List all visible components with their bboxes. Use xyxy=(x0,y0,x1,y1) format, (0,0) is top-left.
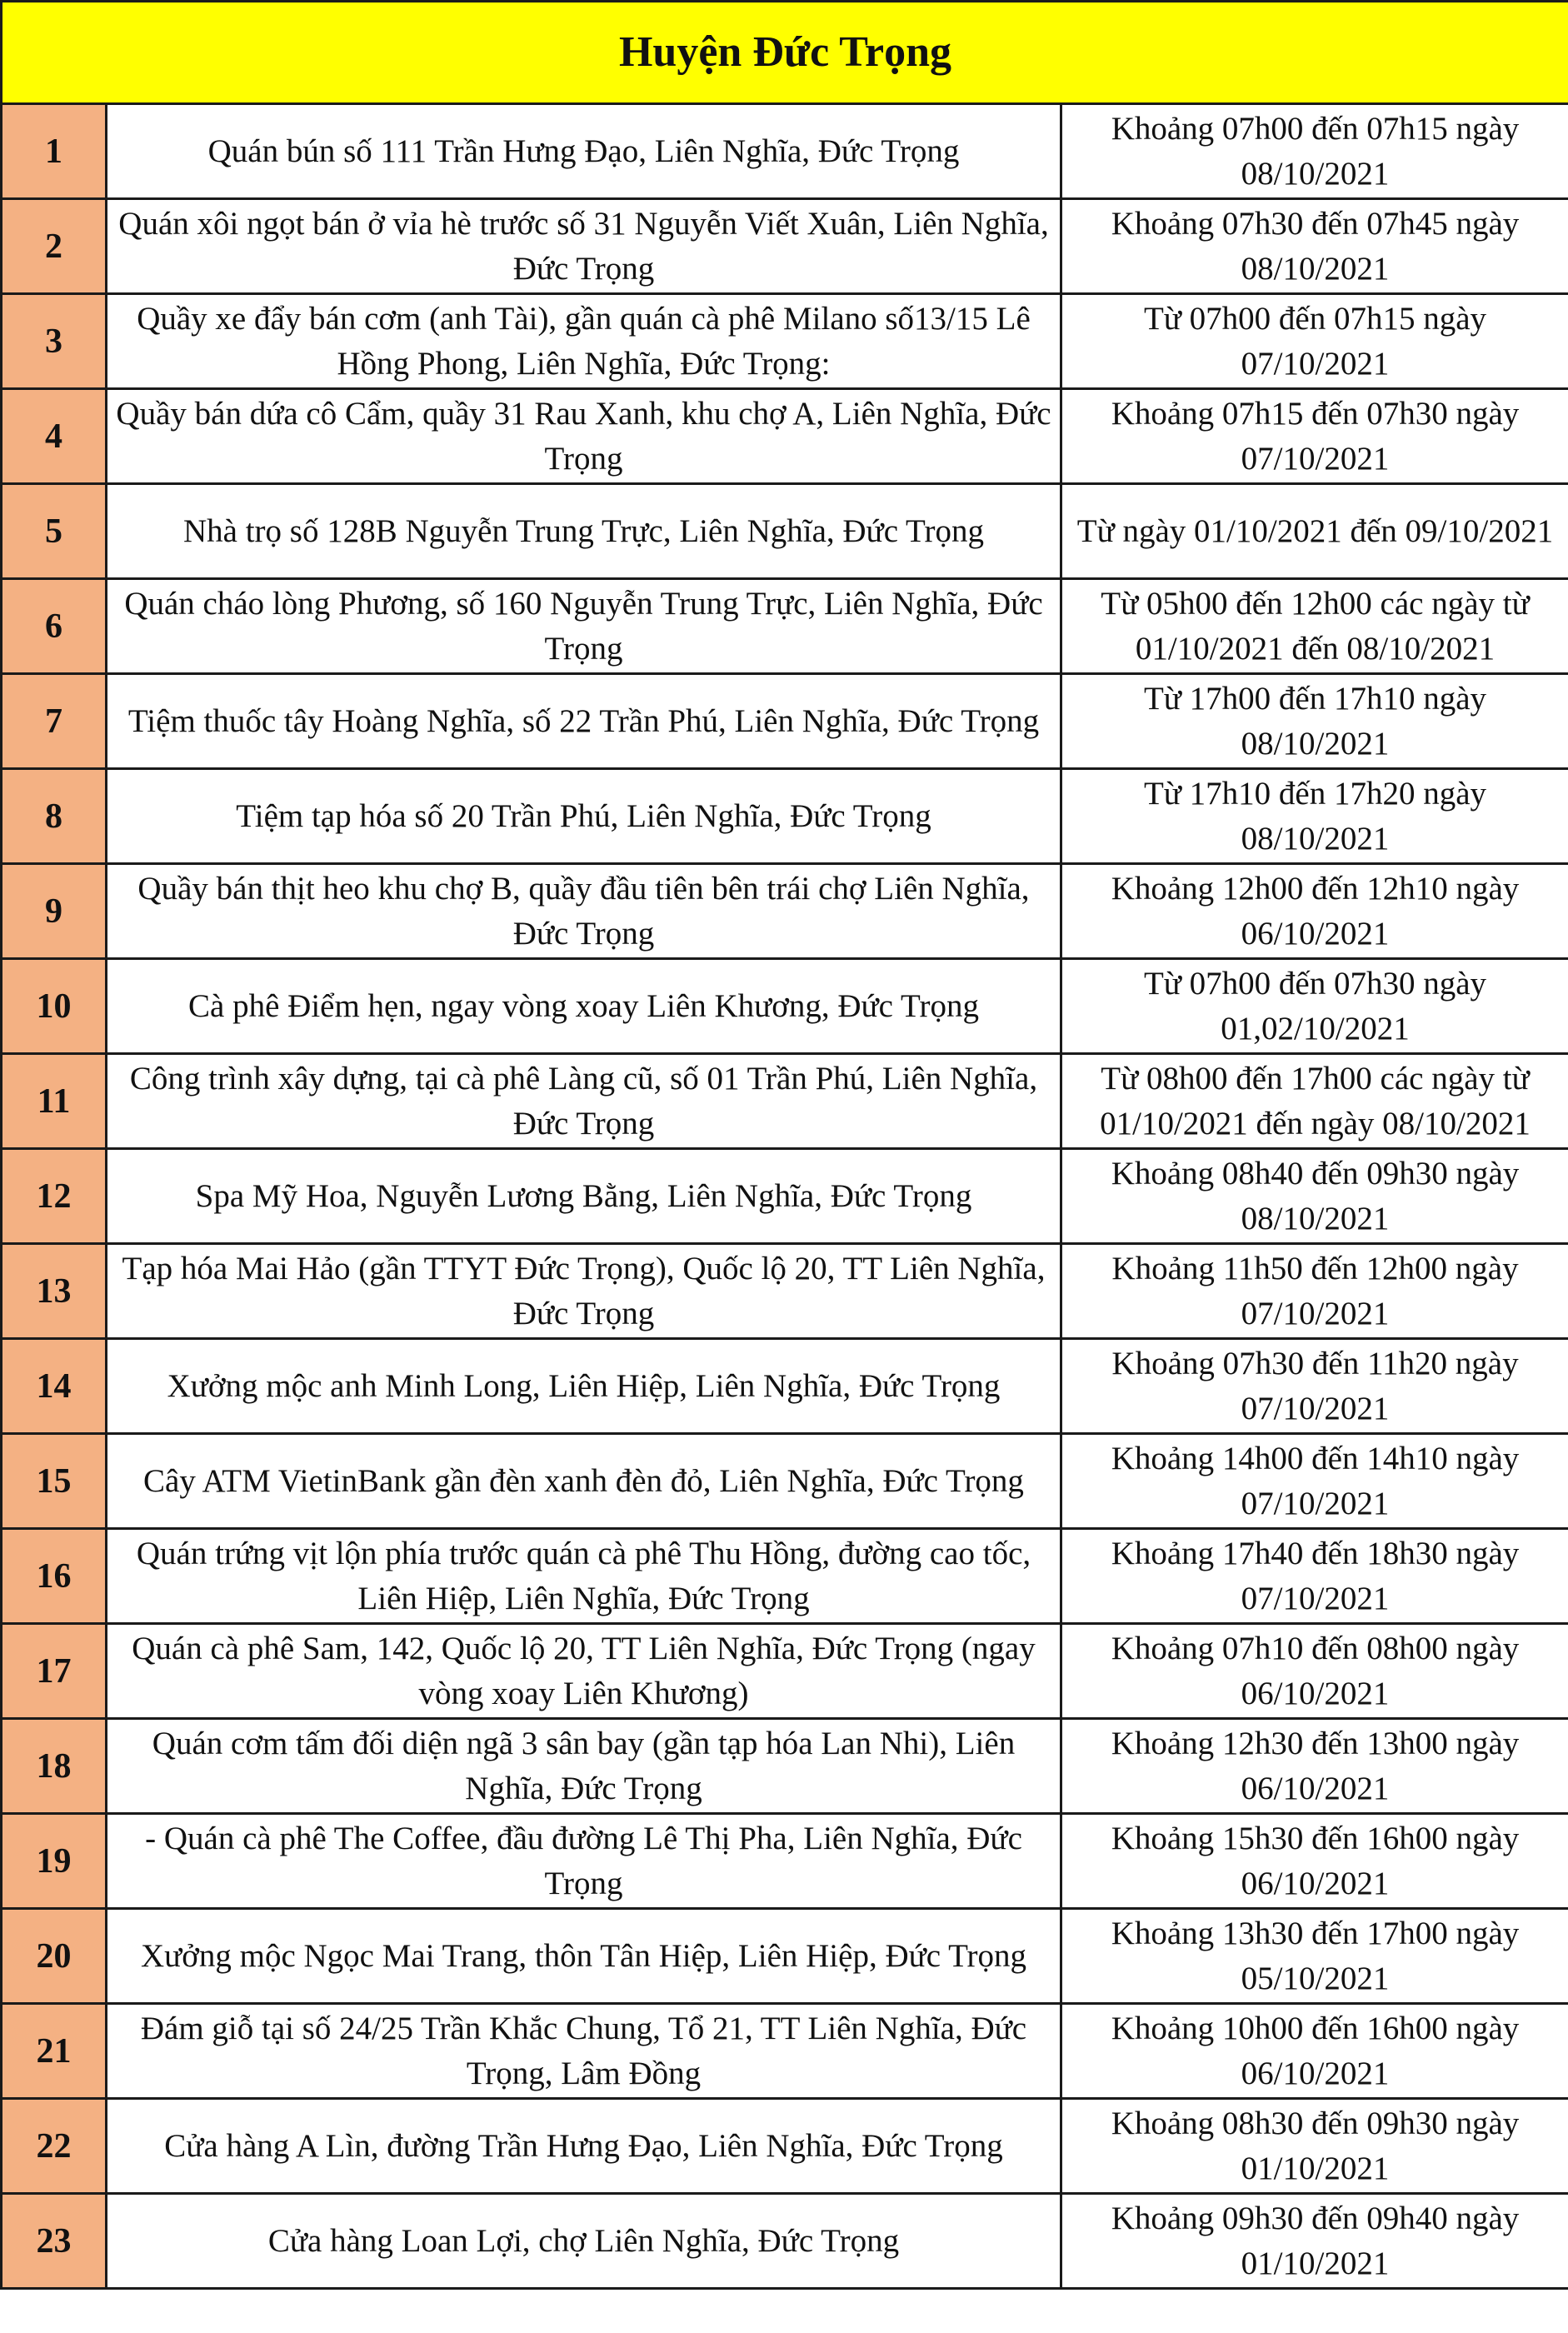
table-row xyxy=(2,1814,1568,1909)
district-title: Huyện Đức Trọng xyxy=(2,2,1568,104)
table-row xyxy=(2,1149,1568,1244)
table-row xyxy=(2,2004,1568,2099)
row-number: 17 xyxy=(2,1624,107,1719)
location-address: Quán xôi ngọt bán ở vỉa hè trước số 31 Nguyễn Viết Xuân, Liên Nghĩa, Đức Trọng xyxy=(107,199,1061,294)
table-row xyxy=(2,2194,1568,2289)
table-row xyxy=(2,1529,1568,1624)
row-number: 8 xyxy=(2,769,107,864)
row-number: 15 xyxy=(2,1434,107,1529)
visit-time: Khoảng 08h40 đến 09h30 ngày 08/10/2021 xyxy=(1061,1149,1568,1244)
location-address: Quán trứng vịt lộn phía trước quán cà phê Thu Hồng, đường cao tốc, Liên Hiệp, Liên Nghĩa, Đức Trọng xyxy=(107,1529,1061,1624)
row-number: 18 xyxy=(2,1719,107,1814)
visit-time: Khoảng 17h40 đến 18h30 ngày 07/10/2021 xyxy=(1061,1529,1568,1624)
visit-time: Từ 07h00 đến 07h30 ngày 01,02/10/2021 xyxy=(1061,959,1568,1054)
visit-time: Từ 08h00 đến 17h00 các ngày từ 01/10/2021 đến ngày 08/10/2021 xyxy=(1061,1054,1568,1149)
visit-time: Khoảng 07h10 đến 08h00 ngày 06/10/2021 xyxy=(1061,1624,1568,1719)
table-row xyxy=(2,864,1568,959)
location-address: Quầy bán thịt heo khu chợ B, quầy đầu tiên bên trái chợ Liên Nghĩa, Đức Trọng xyxy=(107,864,1061,959)
table-row xyxy=(2,1339,1568,1434)
location-address: Đám giỗ tại số 24/25 Trần Khắc Chung, Tổ 21, TT Liên Nghĩa, Đức Trọng, Lâm Đồng xyxy=(107,2004,1061,2099)
table-row xyxy=(2,1624,1568,1719)
visit-time: Từ 17h10 đến 17h20 ngày 08/10/2021 xyxy=(1061,769,1568,864)
location-address: Tiệm tạp hóa số 20 Trần Phú, Liên Nghĩa, Đức Trọng xyxy=(107,769,1061,864)
visit-time: Khoảng 14h00 đến 14h10 ngày 07/10/2021 xyxy=(1061,1434,1568,1529)
visit-time: Khoảng 15h30 đến 16h00 ngày 06/10/2021 xyxy=(1061,1814,1568,1909)
visit-time: Khoảng 09h30 đến 09h40 ngày 01/10/2021 xyxy=(1061,2194,1568,2289)
table-body xyxy=(2,2,1568,2289)
visit-time: Khoảng 07h00 đến 07h15 ngày 08/10/2021 xyxy=(1061,104,1568,199)
visit-time: Khoảng 12h00 đến 12h10 ngày 06/10/2021 xyxy=(1061,864,1568,959)
row-number: 9 xyxy=(2,864,107,959)
location-address: - Quán cà phê The Coffee, đầu đường Lê Thị Pha, Liên Nghĩa, Đức Trọng xyxy=(107,1814,1061,1909)
location-address: Quán bún số 111 Trần Hưng Đạo, Liên Nghĩa, Đức Trọng xyxy=(107,104,1061,199)
location-address: Quán cơm tấm đối diện ngã 3 sân bay (gần tạp hóa Lan Nhi), Liên Nghĩa, Đức Trọng xyxy=(107,1719,1061,1814)
visit-time: Khoảng 10h00 đến 16h00 ngày 06/10/2021 xyxy=(1061,2004,1568,2099)
location-address: Quầy bán dứa cô Cẩm, quầy 31 Rau Xanh, khu chợ A, Liên Nghĩa, Đức Trọng xyxy=(107,389,1061,484)
row-number: 16 xyxy=(2,1529,107,1624)
location-address: Cửa hàng A Lìn, đường Trần Hưng Đạo, Liên Nghĩa, Đức Trọng xyxy=(107,2099,1061,2194)
row-number: 3 xyxy=(2,294,107,389)
row-number: 10 xyxy=(2,959,107,1054)
visit-time: Khoảng 07h30 đến 11h20 ngày 07/10/2021 xyxy=(1061,1339,1568,1434)
row-number: 6 xyxy=(2,579,107,674)
row-number: 22 xyxy=(2,2099,107,2194)
location-address: Tạp hóa Mai Hảo (gần TTYT Đức Trọng), Quốc lộ 20, TT Liên Nghĩa, Đức Trọng xyxy=(107,1244,1061,1339)
location-address: Quán cháo lòng Phương, số 160 Nguyễn Trung Trực, Liên Nghĩa, Đức Trọng xyxy=(107,579,1061,674)
table-row xyxy=(2,1719,1568,1814)
row-number: 23 xyxy=(2,2194,107,2289)
table-row xyxy=(2,1434,1568,1529)
location-address: Spa Mỹ Hoa, Nguyễn Lương Bằng, Liên Nghĩa, Đức Trọng xyxy=(107,1149,1061,1244)
location-address: Cà phê Điểm hẹn, ngay vòng xoay Liên Khương, Đức Trọng xyxy=(107,959,1061,1054)
visit-time: Khoảng 07h30 đến 07h45 ngày 08/10/2021 xyxy=(1061,199,1568,294)
row-number: 2 xyxy=(2,199,107,294)
location-address: Nhà trọ số 128B Nguyễn Trung Trực, Liên Nghĩa, Đức Trọng xyxy=(107,484,1061,579)
row-number: 7 xyxy=(2,674,107,769)
row-number: 13 xyxy=(2,1244,107,1339)
row-number: 4 xyxy=(2,389,107,484)
row-number: 21 xyxy=(2,2004,107,2099)
table-row xyxy=(2,579,1568,674)
location-address: Quán cà phê Sam, 142, Quốc lộ 20, TT Liên Nghĩa, Đức Trọng (ngay vòng xoay Liên Khương) xyxy=(107,1624,1061,1719)
table-row xyxy=(2,199,1568,294)
title-row xyxy=(2,2,1568,104)
row-number: 1 xyxy=(2,104,107,199)
table-row xyxy=(2,959,1568,1054)
table-row xyxy=(2,1909,1568,2004)
location-address: Quầy xe đẩy bán cơm (anh Tài), gần quán cà phê Milano số13/15 Lê Hồng Phong, Liên Nghĩa, Đức Trọng: xyxy=(107,294,1061,389)
location-address: Xưởng mộc Ngọc Mai Trang, thôn Tân Hiệp, Liên Hiệp, Đức Trọng xyxy=(107,1909,1061,2004)
visit-time: Từ 17h00 đến 17h10 ngày 08/10/2021 xyxy=(1061,674,1568,769)
table-row xyxy=(2,104,1568,199)
visit-time: Khoảng 11h50 đến 12h00 ngày 07/10/2021 xyxy=(1061,1244,1568,1339)
location-address: Cửa hàng Loan Lợi, chợ Liên Nghĩa, Đức Trọng xyxy=(107,2194,1061,2289)
row-number: 5 xyxy=(2,484,107,579)
visit-time: Khoảng 08h30 đến 09h30 ngày 01/10/2021 xyxy=(1061,2099,1568,2194)
visit-time: Khoảng 12h30 đến 13h00 ngày 06/10/2021 xyxy=(1061,1719,1568,1814)
visit-time: Từ 05h00 đến 12h00 các ngày từ 01/10/2021 đến 08/10/2021 xyxy=(1061,579,1568,674)
row-number: 20 xyxy=(2,1909,107,2004)
visit-time: Khoảng 13h30 đến 17h00 ngày 05/10/2021 xyxy=(1061,1909,1568,2004)
table-row xyxy=(2,769,1568,864)
row-number: 19 xyxy=(2,1814,107,1909)
location-address: Công trình xây dựng, tại cà phê Làng cũ, số 01 Trần Phú, Liên Nghĩa, Đức Trọng xyxy=(107,1054,1061,1149)
table-row xyxy=(2,674,1568,769)
table-row xyxy=(2,389,1568,484)
table-row xyxy=(2,1244,1568,1339)
location-address: Xưởng mộc anh Minh Long, Liên Hiệp, Liên Nghĩa, Đức Trọng xyxy=(107,1339,1061,1434)
location-address: Tiệm thuốc tây Hoàng Nghĩa, số 22 Trần Phú, Liên Nghĩa, Đức Trọng xyxy=(107,674,1061,769)
visit-time: Từ 07h00 đến 07h15 ngày 07/10/2021 xyxy=(1061,294,1568,389)
location-address: Cây ATM VietinBank gần đèn xanh đèn đỏ, Liên Nghĩa, Đức Trọng xyxy=(107,1434,1061,1529)
table-row xyxy=(2,2099,1568,2194)
table-row xyxy=(2,484,1568,579)
visit-time: Từ ngày 01/10/2021 đến 09/10/2021 xyxy=(1061,484,1568,579)
table-row xyxy=(2,1054,1568,1149)
row-number: 11 xyxy=(2,1054,107,1149)
table-row xyxy=(2,294,1568,389)
visit-time: Khoảng 07h15 đến 07h30 ngày 07/10/2021 xyxy=(1061,389,1568,484)
row-number: 12 xyxy=(2,1149,107,1244)
row-number: 14 xyxy=(2,1339,107,1434)
